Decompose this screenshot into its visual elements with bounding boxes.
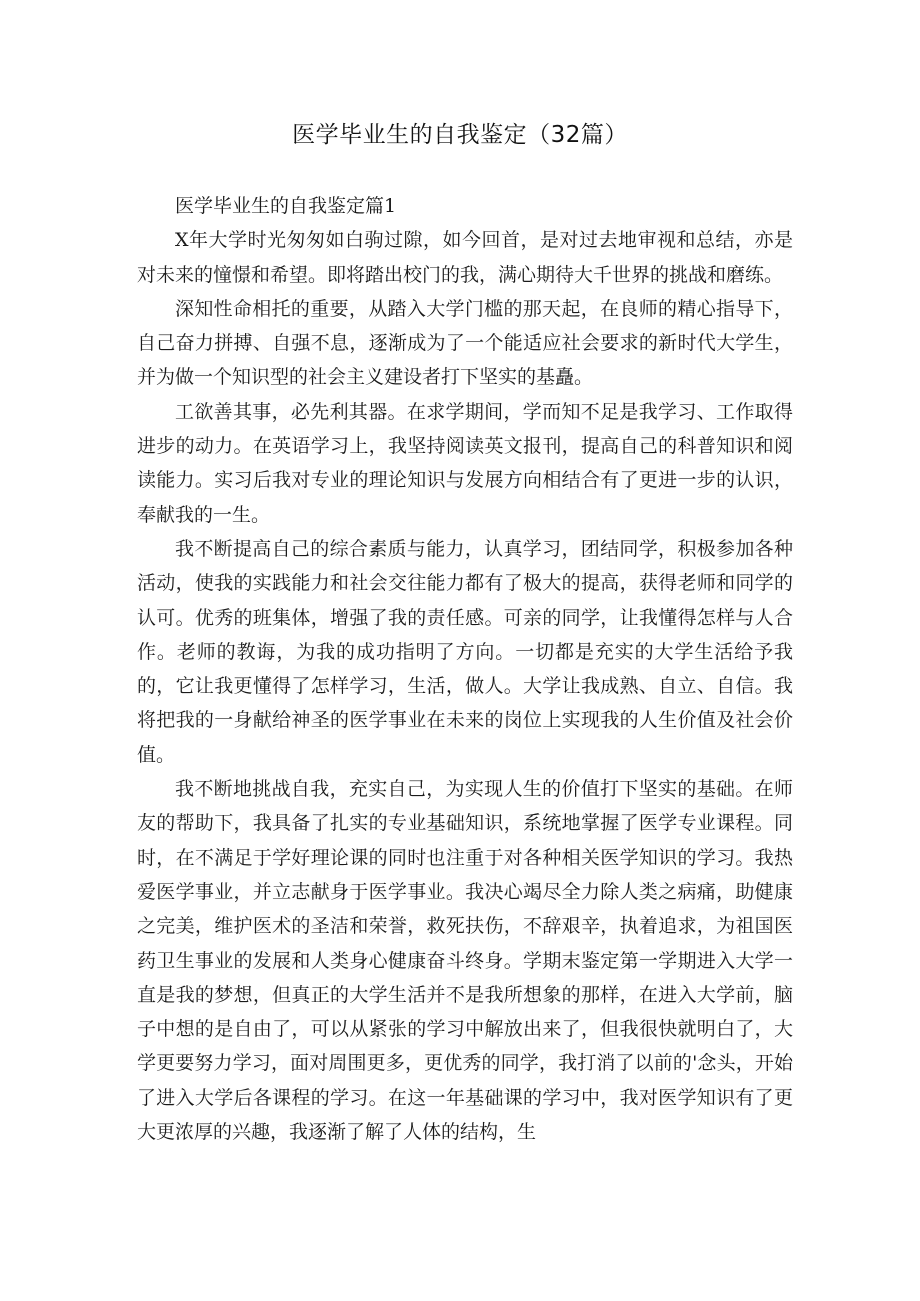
paragraph-1: X年大学时光匆匆如白驹过隙，如今回首，是对过去地审视和总结，亦是对未来的憧憬和希望。即将踏出校门的我，满心期待大千世界的挑战和磨练。 xyxy=(137,229,793,286)
section-heading: 医学毕业生的自我鉴定篇1 xyxy=(175,195,397,217)
paragraph-5: 我不断地挑战自我，充实自己，为实现人生的价值打下坚实的基础。在师友的帮助下，我具备了扎实的专业基础知识，系统地掌握了医学专业课程。同时，在不满足于学好理论课的同时也注重于对各种相关医学知识的学习。我热爱医学事业，并立志献身于医学事业。我决心竭尽全力除人类之病痛，助健康之完美，维护医术的圣洁和荣誉，救死扶伤，不辞艰辛，执着追求，为祖国医药卫生事业的发展和人类身心健康奋斗终身。学期末鉴定第一学期进入大学一直是我的梦想，但真正的大学生活并不是我所想象的那样，在进入大学前，脑子中想的是自由了，可以从紧张的学习中解放出来了，但我很快就明白了，大学更要努力学习，面对周围更多，更优秀的同学，我打消了以前的'念头，开始了进入大学后各课程的学习。在这一年基础课的学习中，我对医学知识有了更大更浓厚的兴趣，我逐渐了解了人体的结构，生 xyxy=(137,778,793,1144)
document-body xyxy=(137,189,793,1149)
paragraph-3: 工欲善其事，必先利其器。在求学期间，学而知不足是我学习、工作取得进步的动力。在英语学习上，我坚持阅读英文报刊，提高自己的科普知识和阅读能力。实习后我对专业的理论知识与发展方向相结合有了更进一步的认识，奉献我的一生。 xyxy=(137,400,793,526)
paragraph-2: 深知性命相托的重要，从踏入大学门槛的那天起，在良师的精心指导下，自己奋力拼搏、自强不息，逐渐成为了一个能适应社会要求的新时代大学生，并为做一个知识型的社会主义建设者打下坚实的基矗。 xyxy=(137,297,793,389)
document-title: 医学毕业生的自我鉴定（32篇） xyxy=(292,122,628,148)
paragraph-4: 我不断提高自己的综合素质与能力，认真学习，团结同学，积极参加各种活动，使我的实践能力和社会交往能力都有了极大的提高，获得老师和同学的认可。优秀的班集体，增强了我的责任感。可亲的同学，让我懂得怎样与人合作。老师的教诲，为我的成功指明了方向。一切都是充实的大学生活给予我的，它让我更懂得了怎样学习，生活，做人。大学让我成熟、自立、自信。我将把我的一身献给神圣的医学事业在未来的岗位上实现我的人生价值及社会价值。 xyxy=(137,537,793,766)
